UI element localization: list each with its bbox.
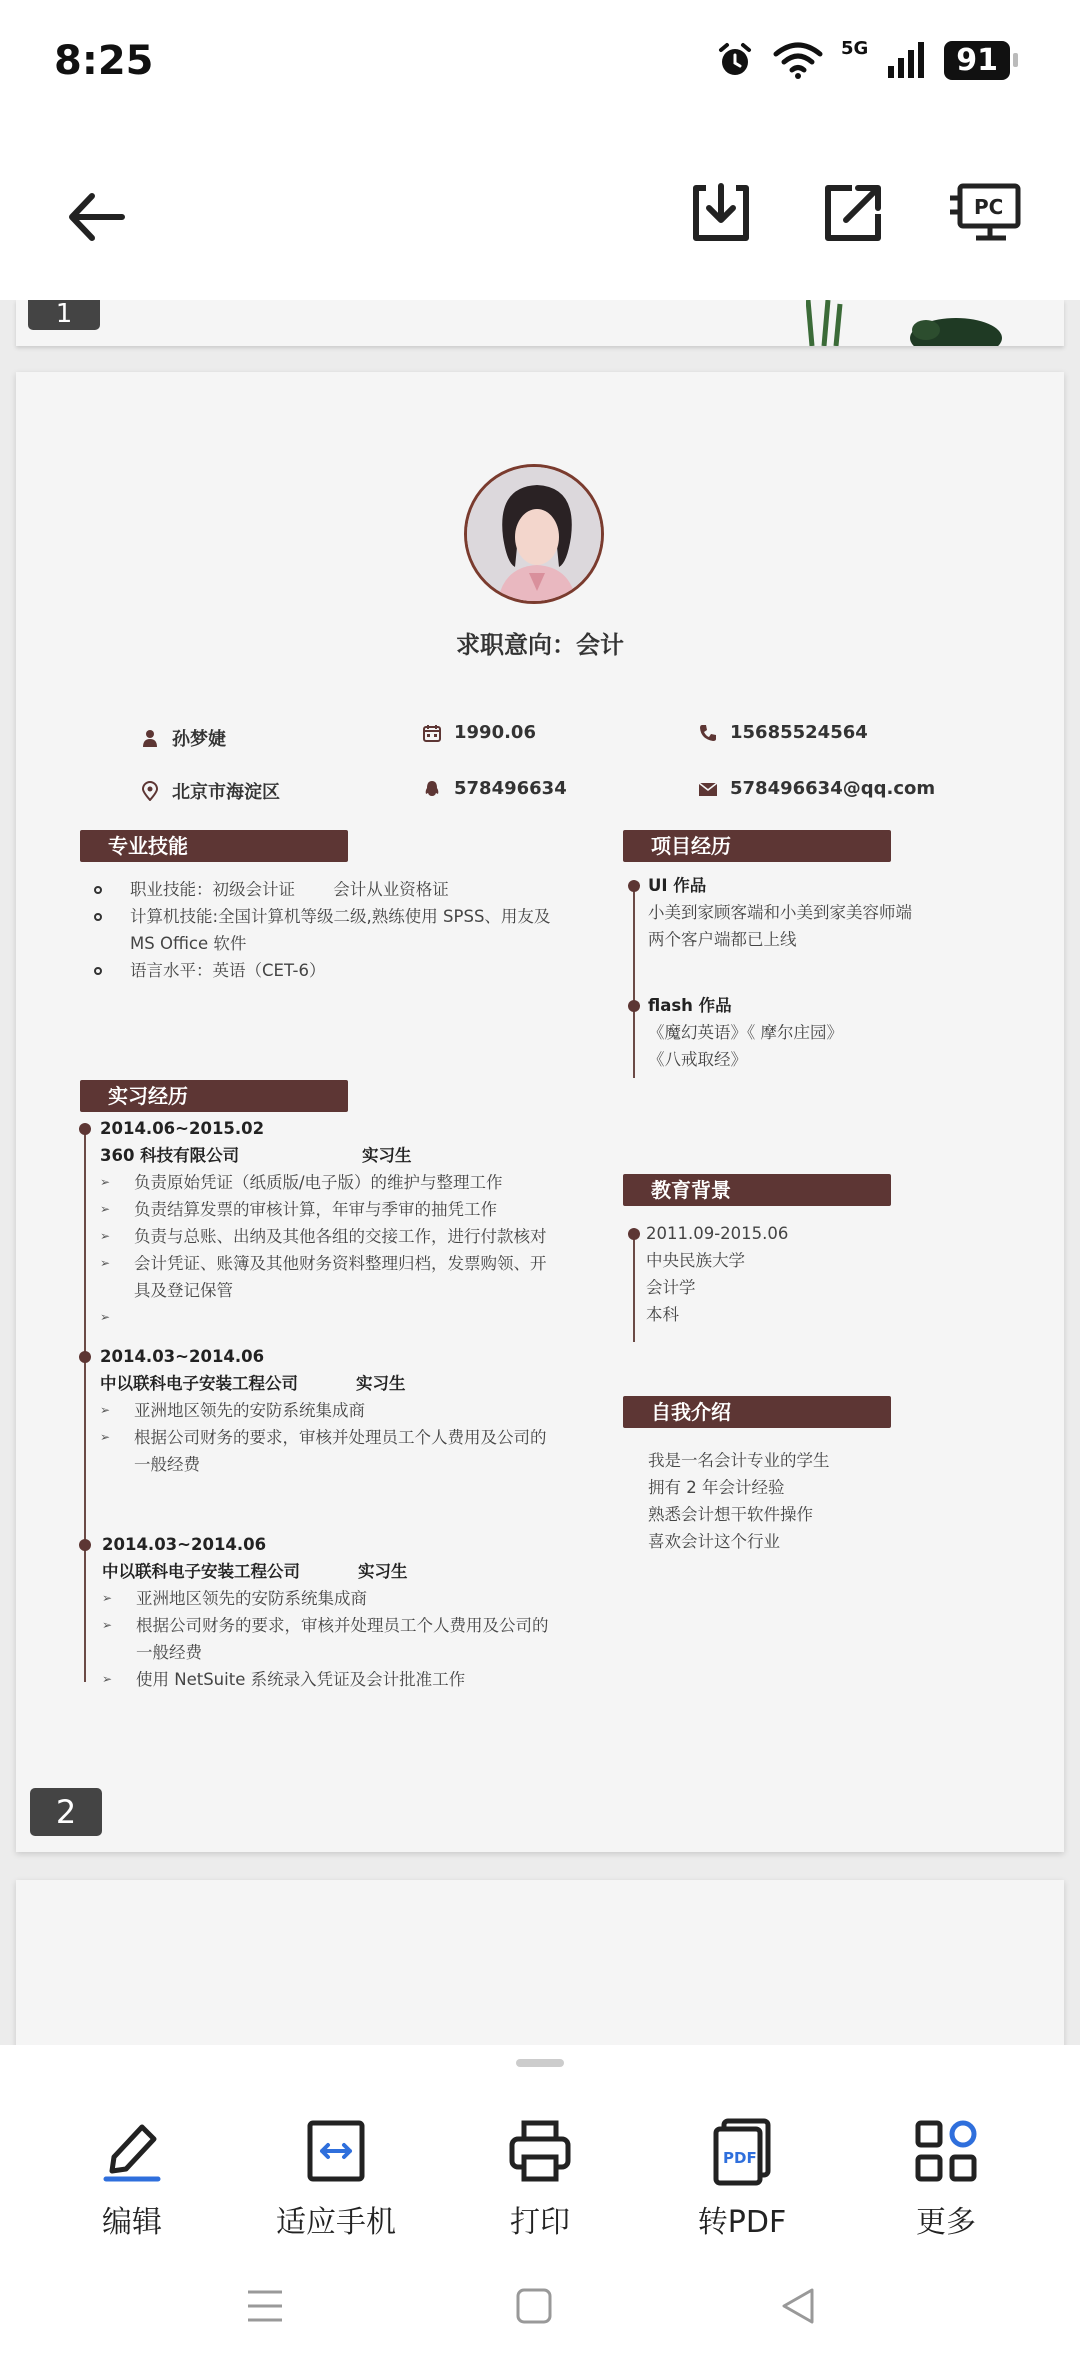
previous-page bbox=[16, 300, 1064, 346]
education-line: 中央民族大学 bbox=[646, 1251, 745, 1270]
intern-line: 具及登记保管 bbox=[134, 1281, 233, 1300]
birth-value: 1990.06 bbox=[454, 722, 536, 743]
page-number-badge: 1 bbox=[28, 300, 100, 330]
arrow-icon: ➢ bbox=[102, 1591, 113, 1605]
intern-line: 负责原始凭证（纸质版/电子版）的维护与整理工作 bbox=[134, 1173, 503, 1192]
print-icon bbox=[504, 2115, 576, 2187]
intern-line: 亚洲地区领先的安防系统集成商 bbox=[134, 1401, 365, 1420]
svg-text:PC: PC bbox=[974, 195, 1004, 219]
arrow-icon: ➢ bbox=[100, 1175, 111, 1189]
more-button[interactable] bbox=[846, 2115, 1046, 2241]
info-qq bbox=[422, 778, 567, 799]
intern-line: 亚洲地区领先的安防系统集成商 bbox=[136, 1589, 367, 1608]
print-label: 打印 bbox=[510, 2205, 570, 2240]
education-line: 会计学 bbox=[646, 1278, 696, 1297]
education-heading: 教育背景 bbox=[623, 1174, 891, 1206]
to-pdf-button[interactable] bbox=[642, 2115, 842, 2241]
bullet bbox=[94, 913, 102, 921]
self-intro-line: 熟悉会计想干软件操作 bbox=[648, 1505, 813, 1524]
intern-role: 实习生 bbox=[356, 1374, 406, 1393]
project-line: 《八戒取经》 bbox=[648, 1050, 747, 1069]
intern-date: 2014.06~2015.02 bbox=[100, 1119, 265, 1138]
timeline-dot bbox=[79, 1351, 91, 1363]
intern-line: 使用 NetSuite 系统录入凭证及会计批准工作 bbox=[136, 1670, 466, 1689]
timeline-dot bbox=[628, 1000, 640, 1012]
intern-line: 根据公司财务的要求，审核并处理员工个人费用及公司的 bbox=[136, 1616, 549, 1635]
intern-date: 2014.03~2014.06 bbox=[102, 1535, 267, 1554]
intern-line: 负责与总账、出纳及其他各组的交接工作，进行付款核对 bbox=[134, 1227, 547, 1246]
arrow-icon: ➢ bbox=[100, 1202, 111, 1216]
edit-icon bbox=[96, 2115, 168, 2187]
project-line: 《魔幻英语》《 摩尔庄园》 bbox=[648, 1023, 843, 1042]
top-toolbar bbox=[0, 130, 1080, 300]
phone-icon bbox=[698, 723, 718, 743]
skill-line: 语言水平：英语（CET-6） bbox=[130, 961, 326, 980]
intern-role: 实习生 bbox=[358, 1562, 408, 1581]
intern-line: 负责结算发票的审核计算，年审与季审的抽凭工作 bbox=[134, 1200, 497, 1219]
self-intro-line: 拥有 2 年会计经验 bbox=[648, 1478, 785, 1497]
svg-text:PDF: PDF bbox=[723, 2149, 757, 2167]
info-email bbox=[698, 778, 935, 799]
intern-line: 根据公司财务的要求，审核并处理员工个人费用及公司的 bbox=[134, 1428, 547, 1447]
more-icon bbox=[910, 2115, 982, 2187]
education-line: 本科 bbox=[646, 1305, 679, 1324]
location-value: 北京市海淀区 bbox=[172, 782, 280, 803]
info-location bbox=[140, 778, 280, 804]
intern-line: 一般经费 bbox=[134, 1455, 200, 1474]
menu-icon[interactable] bbox=[244, 2286, 286, 2326]
intern-line: 一般经费 bbox=[136, 1643, 202, 1662]
avatar bbox=[464, 464, 604, 604]
arrow-icon: ➢ bbox=[102, 1672, 113, 1686]
skill-line: 计算机技能:全国计算机等级二级,熟练使用 SPSS、用友及 bbox=[130, 907, 551, 926]
share-icon[interactable] bbox=[818, 178, 888, 248]
location-icon bbox=[140, 781, 160, 801]
bullet bbox=[94, 967, 102, 975]
internship-heading: 实习经历 bbox=[80, 1080, 348, 1112]
download-icon[interactable] bbox=[686, 178, 756, 248]
name-value: 孙梦婕 bbox=[172, 729, 226, 750]
qq-value: 578496634 bbox=[454, 778, 567, 799]
intern-line: 会计凭证、账簿及其他财务资料整理归档，发票购领、开 bbox=[134, 1254, 547, 1273]
intern-company: 中以联科电子安装工程公司 bbox=[102, 1562, 300, 1581]
info-name bbox=[140, 725, 226, 751]
home-icon[interactable] bbox=[514, 2286, 554, 2326]
skills-heading: 专业技能 bbox=[80, 830, 348, 862]
timeline-dot bbox=[79, 1539, 91, 1551]
wifi-icon bbox=[773, 40, 823, 80]
info-phone bbox=[698, 722, 868, 743]
edit-label: 编辑 bbox=[102, 2205, 162, 2240]
print-button[interactable] bbox=[440, 2115, 640, 2241]
resume-page bbox=[16, 372, 1064, 1852]
calendar-icon bbox=[422, 723, 442, 743]
arrow-icon: ➢ bbox=[102, 1618, 113, 1632]
timeline-line bbox=[633, 884, 635, 1078]
system-nav-bar bbox=[0, 2250, 1080, 2376]
signal-icon bbox=[886, 40, 926, 80]
more-label: 更多 bbox=[916, 2205, 976, 2240]
phone-value: 15685524564 bbox=[730, 722, 868, 743]
person-icon bbox=[140, 728, 160, 748]
skill-line: 职业技能：初级会计证 会计从业资格证 bbox=[130, 880, 449, 899]
intern-role: 实习生 bbox=[362, 1146, 412, 1165]
project-name: flash 作品 bbox=[648, 996, 732, 1015]
project-line: 两个客户端都已上线 bbox=[648, 930, 797, 949]
email-value: 578496634@qq.com bbox=[730, 778, 936, 799]
info-birth bbox=[422, 722, 536, 743]
arrow-icon: ➢ bbox=[100, 1229, 111, 1243]
status-icons bbox=[715, 37, 1010, 80]
battery-indicator: 91 bbox=[944, 41, 1010, 80]
timeline-line bbox=[633, 1232, 635, 1342]
intern-date: 2014.03~2014.06 bbox=[100, 1347, 265, 1366]
pc-icon[interactable] bbox=[948, 178, 1024, 248]
page-number-badge: 2 bbox=[30, 1788, 102, 1836]
project-name: UI 作品 bbox=[648, 876, 707, 895]
document-viewer[interactable] bbox=[0, 300, 1080, 2045]
project-line: 小美到家顾客端和小美到家美容师端 bbox=[648, 903, 912, 922]
back-icon[interactable] bbox=[62, 182, 132, 252]
fit-phone-icon bbox=[300, 2115, 372, 2187]
timeline-dot bbox=[79, 1123, 91, 1135]
email-icon bbox=[698, 779, 718, 799]
edit-button[interactable] bbox=[32, 2115, 232, 2241]
timeline-line bbox=[84, 1127, 86, 1682]
arrow-icon: ➢ bbox=[100, 1403, 111, 1417]
plant-decoration bbox=[806, 300, 1006, 346]
intern-company: 360 科技有限公司 bbox=[100, 1146, 240, 1165]
arrow-icon: ➢ bbox=[100, 1430, 111, 1444]
fit-phone-button[interactable] bbox=[236, 2115, 436, 2241]
self-intro-heading: 自我介绍 bbox=[623, 1396, 891, 1428]
status-bar bbox=[0, 0, 1080, 130]
status-time: 8:25 bbox=[54, 38, 154, 84]
projects-heading: 项目经历 bbox=[623, 830, 891, 862]
job-objective: 求职意向：会计 bbox=[456, 631, 624, 659]
network-type: 5G bbox=[840, 37, 869, 59]
next-page bbox=[16, 1880, 1064, 2045]
self-intro-line: 喜欢会计这个行业 bbox=[648, 1532, 780, 1551]
intern-company: 中以联科电子安装工程公司 bbox=[100, 1374, 298, 1393]
education-line: 2011.09-2015.06 bbox=[646, 1224, 789, 1243]
to-pdf-label: 转PDF bbox=[697, 2205, 787, 2240]
back-nav-icon[interactable] bbox=[778, 2286, 818, 2326]
arrow-icon: ➢ bbox=[100, 1310, 111, 1324]
timeline-dot bbox=[628, 880, 640, 892]
skill-line: MS Office 软件 bbox=[130, 934, 247, 953]
pdf-icon bbox=[706, 2115, 778, 2187]
alarm-icon bbox=[715, 40, 755, 80]
qq-icon bbox=[422, 779, 442, 799]
fit-phone-label: 适应手机 bbox=[276, 2205, 396, 2240]
bullet bbox=[94, 886, 102, 894]
arrow-icon: ➢ bbox=[100, 1256, 111, 1270]
timeline-dot bbox=[628, 1228, 640, 1240]
drag-handle[interactable] bbox=[516, 2059, 564, 2067]
self-intro-line: 我是一名会计专业的学生 bbox=[648, 1451, 830, 1470]
